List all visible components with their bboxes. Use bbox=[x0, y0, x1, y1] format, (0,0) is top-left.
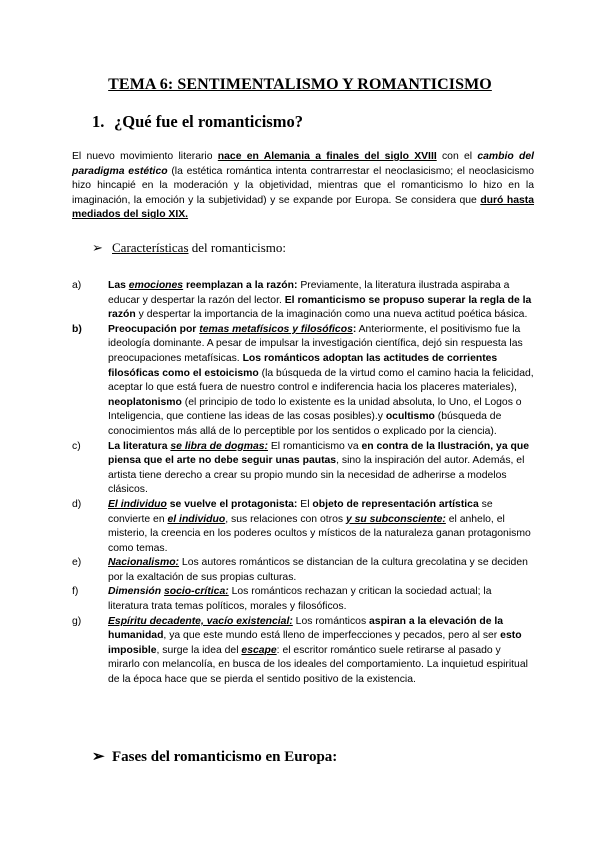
intro-highlight: nace en Alemania a finales del siglo XVIII bbox=[217, 151, 437, 162]
arrow-bullet-icon: ➢ bbox=[92, 749, 105, 765]
page-title: TEMA 6: SENTIMENTALISMO Y ROMANTICISMO bbox=[108, 76, 492, 93]
arrow-bullet-icon: ➢ bbox=[92, 240, 103, 255]
section-heading-text: ¿Qué fue el romanticismo? bbox=[114, 112, 303, 131]
intro-text: (la estética romántica intenta contrarrestar el neoclasicismo; el neoclasicismo hizo hincapié en la moderación y la objetividad, mientras que el romanticismo lo hizo en la imaginación, la emoción y la subjetividad) y se expande por Europa. Se considera que bbox=[72, 165, 534, 206]
characteristics-list bbox=[72, 279, 534, 688]
list-letter: e) bbox=[72, 557, 82, 569]
intro-text: El nuevo movimiento literario bbox=[72, 151, 218, 162]
subheading-rest: del romanticismo: bbox=[188, 240, 286, 255]
subheading-phases-text: Fases del romanticismo en Europa: bbox=[112, 749, 338, 765]
list-item-text: El individuo se vuelve el protagonista: El objeto de representación artística se convierte en el individuo, sus relaciones con otros y su subconsciente: el anhelo, el misterio, la creencia en los poderes ocultos y místicos de la naturaleza ganan protagonismo como temas. bbox=[108, 498, 531, 554]
list-item-text: Preocupación por temas metafísicos y filosóficos: Anteriormente, el positivismo fue la ideología dominante. A pesar de impulsar la investigación científica, dejó sin respuesta las preocupaciones metafísicas. Los románticos adoptan las actitudes de corrientes filosóficas como el estoicismo (la búsqueda de la virtud como el camino hacia la felicidad, aceptar lo que está fuera de nuestro control e indiferencia hacia los placeres materiales), neoplatonismo (el principio de todo lo existente es la unidad absoluta, lo Uno, el Logos o Inteligencia, que contiene las ideas de las cosas posibles).y ocultismo (búsqueda de conocimientos más allá de lo perceptible por los sentidos o explicado por la ciencia). bbox=[108, 323, 534, 437]
section-heading-1 bbox=[92, 112, 303, 132]
list-item-text: La literatura se libra de dogmas: El romanticismo va en contra de la Ilustración, ya que piensa que el arte no debe seguir unas pautas, sino la inspiración del autor. Además, el artista tiene derecho a crear su propio mundo sin la necesidad de adherirse a modelos clásicos. bbox=[108, 440, 529, 496]
list-letter: a) bbox=[72, 280, 82, 291]
list-letter: g) bbox=[72, 615, 82, 627]
list-item-text: Espíritu decadente, vacío existencial: Los románticos aspiran a la elevación de la humanidad, ya que este mundo está lleno de imperfecciones y pecados, pero al ser esto imposible, surge la idea del escape: el escritor romántico suele retirarse al pasado y mirarlo con melancolía, en busca de los ideales del comportamiento. La inquietud espiritual de la época hace que se pierda el sentido positivo de la existencia. bbox=[108, 615, 528, 686]
list-letter: f) bbox=[72, 586, 79, 598]
subheading-characteristics bbox=[92, 240, 286, 256]
list-letter: b) bbox=[72, 323, 82, 335]
intro-paragraph bbox=[72, 150, 534, 223]
list-item-d bbox=[72, 498, 534, 556]
list-item-a bbox=[72, 279, 534, 323]
list-letter: c) bbox=[72, 440, 81, 452]
list-item-text: Dimensión socio-crítica: Los románticos rechazan y critican la sociedad actual; la literatura trata temas políticos, morales y filosóficos. bbox=[108, 586, 492, 613]
list-item-c bbox=[72, 440, 534, 498]
list-item-f bbox=[72, 585, 534, 614]
intro-highlight: duró hasta mediados del siglo XIX. bbox=[72, 194, 535, 221]
list-item-b bbox=[72, 323, 534, 440]
subheading-underlined: Características bbox=[112, 240, 189, 255]
intro-highlight: cambio del paradigma estético bbox=[72, 151, 534, 177]
list-item-g bbox=[72, 615, 534, 688]
subheading-phases bbox=[92, 747, 337, 766]
list-item-e bbox=[72, 556, 534, 585]
section-number: 1. bbox=[92, 112, 105, 131]
list-item-text: Las emociones reemplazan a la razón: Previamente, la literatura ilustrada aspiraba a educar y despertar la razón del lector. El romanticismo se propuso superar la regla de la razón y despertar la importancia de la imaginación como una nueva actitud poética básica. bbox=[108, 280, 532, 321]
list-item-text: Nacionalismo: Los autores románticos se distancian de la cultura grecolatina y se deciden por la exaltación de sus propias culturas. bbox=[108, 557, 528, 583]
list-letter: d) bbox=[72, 498, 82, 510]
intro-text: con el bbox=[436, 151, 478, 162]
